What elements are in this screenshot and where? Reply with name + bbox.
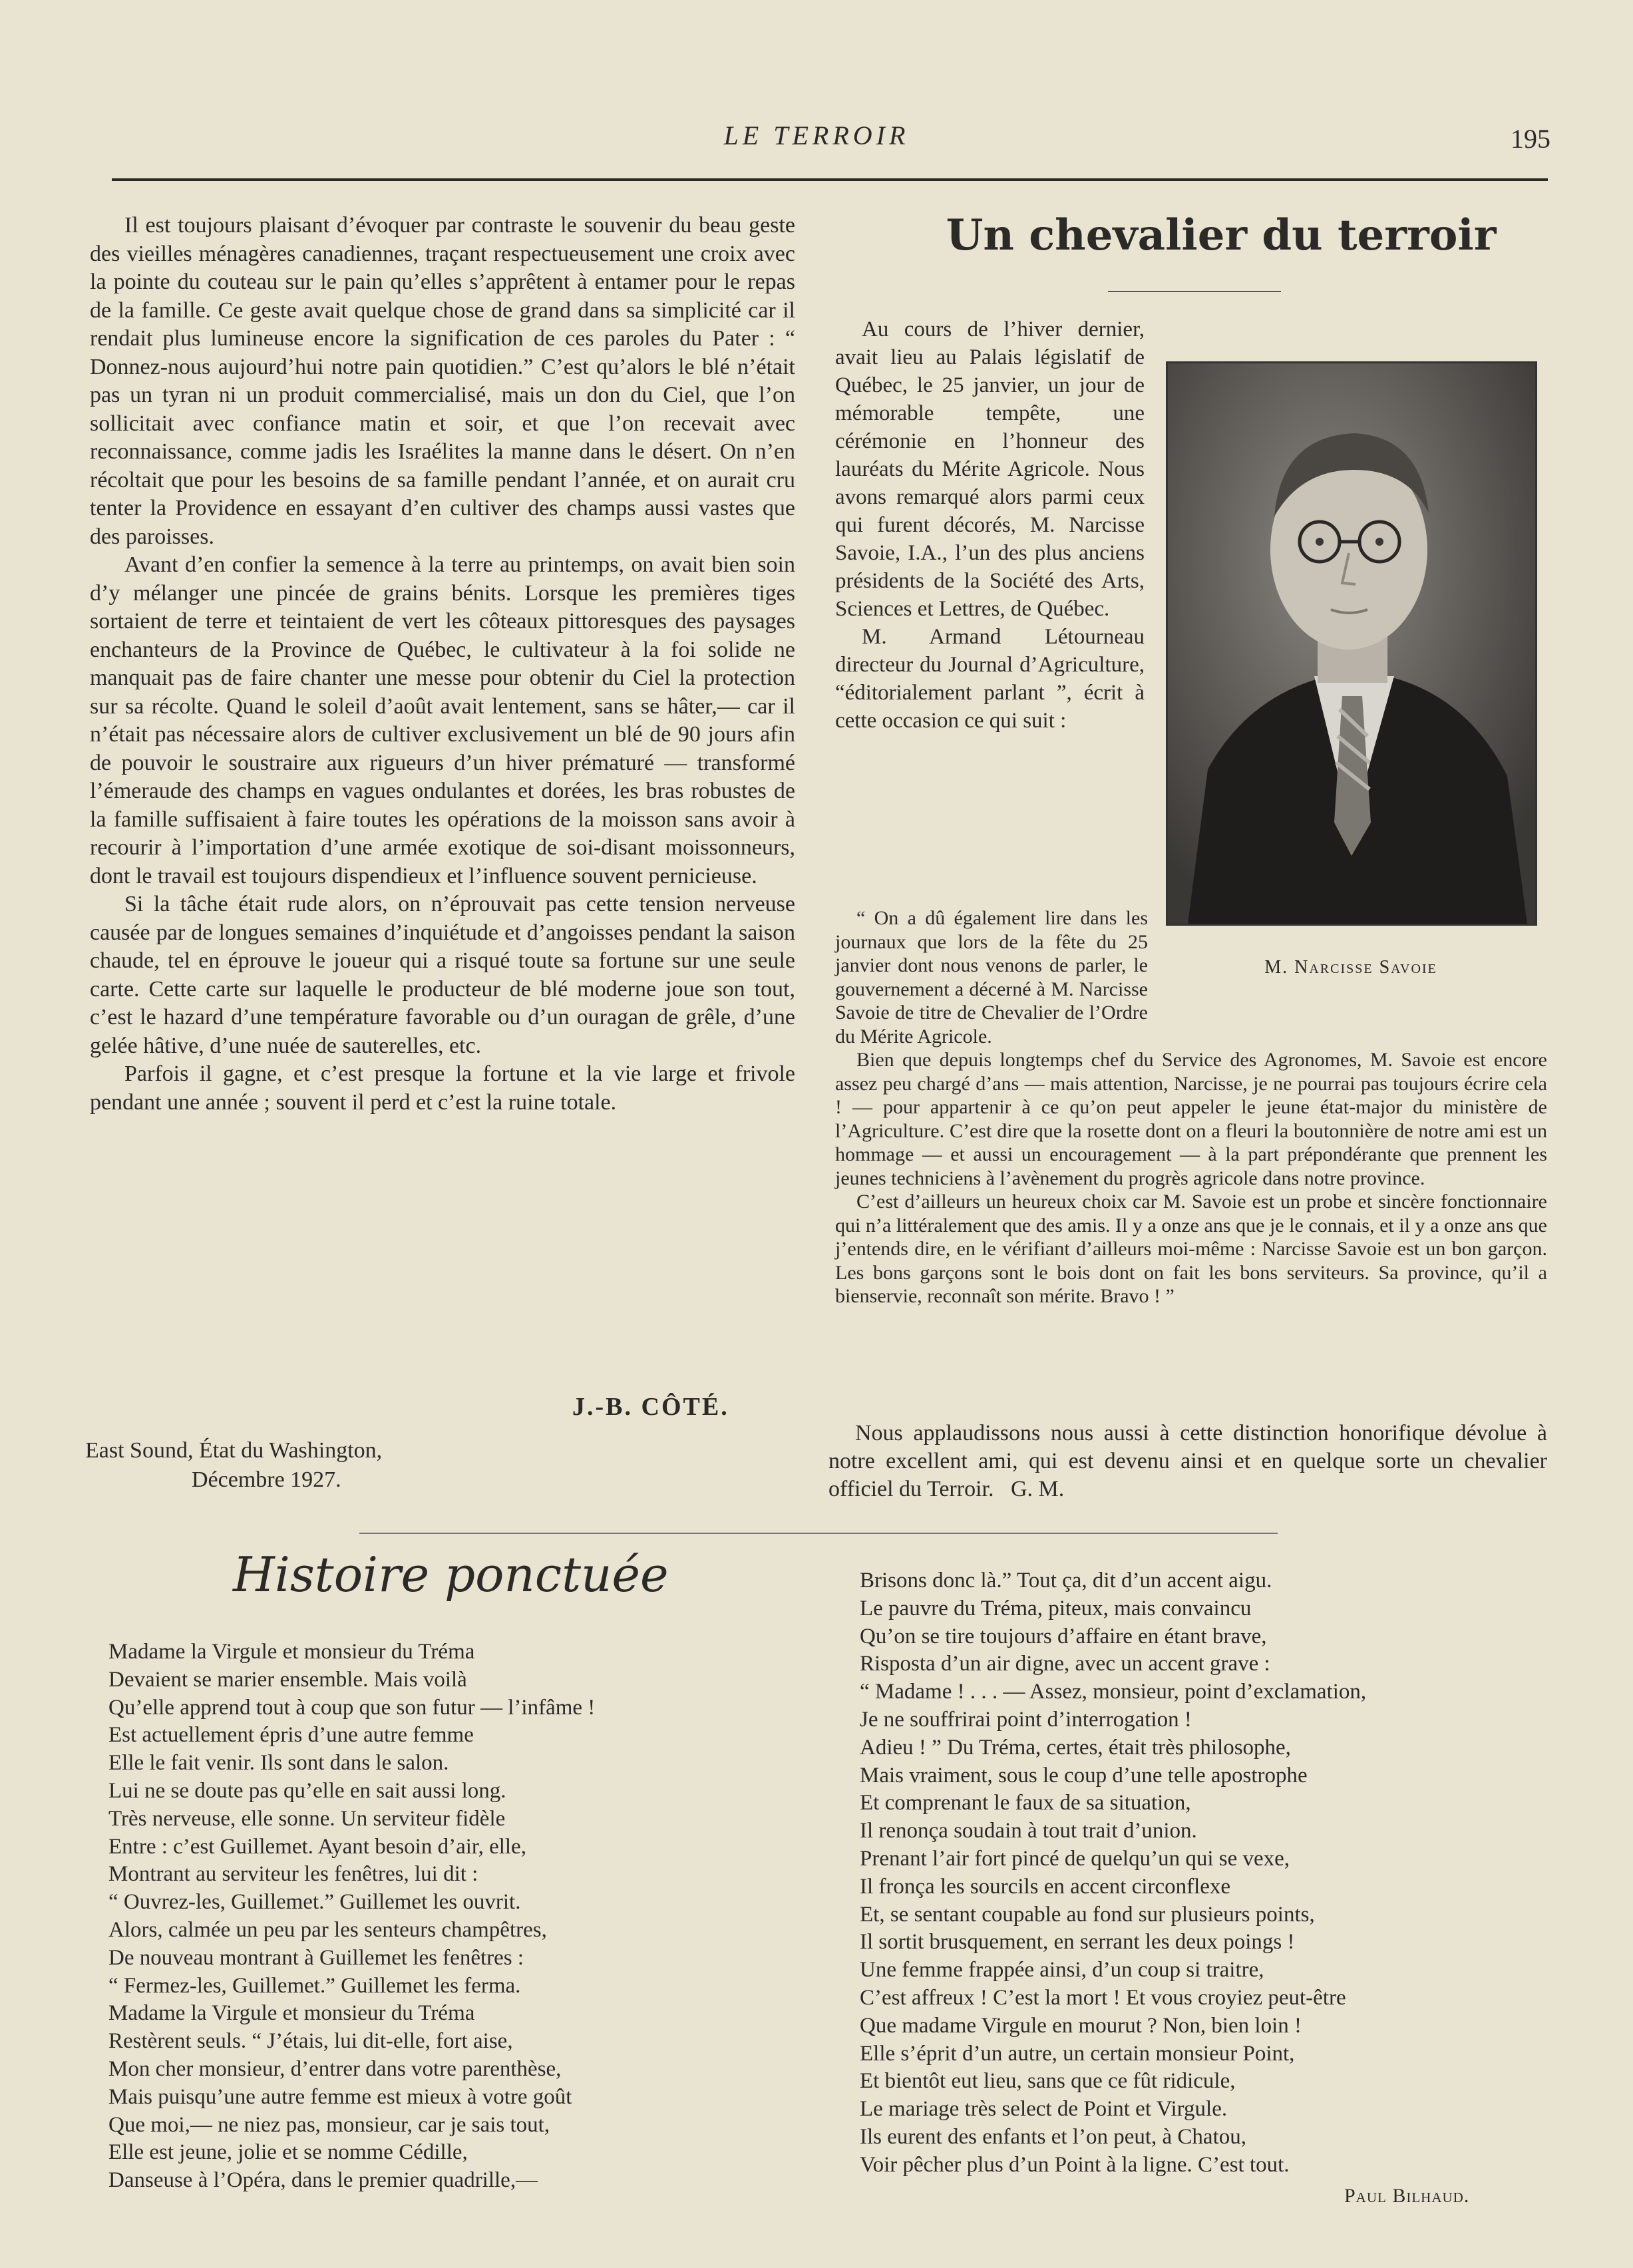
closing-text: Nous applaudissons nous aussi à cette distinction honorifique dévolue à notre excellent ami, qui est devenu ainsi et en quelque sorte un chevalier officiel du Terroir. (828, 1421, 1547, 1501)
poem-line: “ Ouvrez-les, Guillemet.” Guillemet les ouvrit. (108, 1890, 521, 1915)
poem-signature: Paul Bilhaud. (1344, 2185, 1470, 2207)
poem-line: Elle est jeune, jolie et se nomme Cédille, (108, 2140, 468, 2165)
left-paragraph: Avant d’en confier la semence à la terre au printemps, on avait bien soin d’y mélanger une pincée de grains bénits. Lorsque les premières tiges sortaient de terre et teintaient de vert les côteaux pittoresques des paysages enchanteurs de la Province de Québec, le cultivateur à la foi solide ne manquait pas de faire chanter une messe pour obtenir du Ciel la protection sur sa récolte. Quand le soleil d’août avait lentement, sans se hâter,— car il n’était pas nécessaire alors de cultiver exclusivement un blé de 90 jours afin de pouvoir le soustraire aux rigueurs d’un hiver prématuré — transformé l’émeraude des champs en vagues ondulantes et dorées, les bras robustes de la famille suffisaient à faire toutes les opérations de la moisson sans avoir à recourir à l’importation d’une armée exotique de soi-disant moissonneurs, dont le travail est toujours dispendieux et l’influence souvent pernicieuse. (90, 552, 795, 888)
poem-line: Est actuellement épris d’une autre femme (108, 1723, 474, 1748)
poem-line: Ils eurent des enfants et l’on peut, à Chatou, (860, 2124, 1246, 2149)
poem-line: Il renonça soudain à tout trait d’union. (860, 1819, 1197, 1843)
poem-line: Alors, calmée un peu par les senteurs champêtres, (108, 1917, 547, 1942)
poem-line: Montrant au serviteur les fenêtres, lui dit : (108, 1862, 478, 1887)
poem-line: “ Fermez-les, Guillemet.” Guillemet les ferma. (108, 1973, 521, 1998)
quoted-editorial (835, 906, 1547, 1308)
poem-line: Qu’elle apprend tout à coup que son futur — l’infâme ! (108, 1695, 596, 1720)
quote-paragraph: “ On a dû également lire dans les journaux que lors de la fête du 25 janvier dont nous venons de parler, le gouvernement a décerné à M. Narcisse Savoie de titre de Chevalier de l’Ordre du Mérite Agricole. (835, 907, 1148, 1047)
poem-line: Le mariage très select de Point et Virgule. (860, 2097, 1228, 2122)
poem-line: Brisons donc là.” Tout ça, dit d’un accent aigu. (860, 1569, 1272, 1593)
poem-line: Et, se sentant coupable au fond sur plusieurs points, (860, 1902, 1315, 1927)
poem-line: Lui ne se doute pas qu’elle en sait aussi long. (108, 1778, 506, 1803)
running-header-title: LE TERROIR (723, 120, 910, 150)
poem-line: Mon cher monsieur, d’entrer dans votre parenthèse, (108, 2056, 562, 2081)
poem-line: Que madame Virgule en mourut ? Non, bien loin ! (860, 2013, 1302, 2038)
poem-line: De nouveau montrant à Guillemet les fenêtres : (108, 1945, 524, 1970)
poem-line: Et bientôt eut lieu, sans que ce fût ridicule, (860, 2069, 1236, 2094)
poem-line: Restèrent seuls. “ J’étais, lui dit-elle, fort aise, (108, 2029, 513, 2054)
poem-line: Danseuse à l’Opéra, dans le premier quadrille,— (108, 2168, 538, 2193)
portrait-photo (1166, 361, 1537, 926)
left-paragraph: Si la tâche était rude alors, on n’éprouvait pas cette tension nerveuse causée par de longues semaines d’inquiétude et d’angoisses pendant la saison chaude, tel en éprouve le joueur qui a risqué toute sa fortune sur une seule carte. Cette carte sur laquelle le producteur de blé moderne joue son tout, c’est le hazard d’une température favorable ou d’un ouragan de grêle, d’une gelée hâtive, d’une nuée de sauterelles, etc. (90, 892, 795, 1058)
poem-line: C’est affreux ! C’est la mort ! Et vous croyiez peut-être (860, 1985, 1346, 2010)
left-article (90, 212, 795, 1117)
right-article-intro (835, 315, 1145, 735)
right-article-title: Un chevalier du terroir (946, 210, 1497, 260)
header-rule (112, 178, 1548, 181)
poem-line: Voir pêcher plus d’un Point à la ligne. C’est tout. (860, 2152, 1290, 2177)
poem-line: Mais puisqu’une autre femme est mieux à votre goût (108, 2084, 572, 2109)
closing-paragraph (828, 1419, 1547, 1503)
poem-title: Histoire ponctuée (233, 1547, 669, 1603)
page-number: 195 (1511, 124, 1550, 154)
poem-line: Il fronça les sourcils en accent circonflexe (860, 1874, 1231, 1899)
poem-line: Madame la Virgule et monsieur du Tréma (108, 2001, 475, 2026)
quote-paragraph: Bien que depuis longtemps chef du Service des Agronomes, M. Savoie est encore assez peu chargé d’ans — mais attention, Narcisse, je ne pourrai pas toujours écrire cela ! — pour appartenir à ce qu’on peut appeler le jeune état-major du ministère de l’Agriculture. C’est dire que la rosette dont on a fleuri la boutonnière de notre ami est un hommage — et aussi un encouragement — à la part prépondérante que prennent les jeunes techniciens à l’avènement du progrès agricole dans notre province. (835, 1049, 1547, 1189)
poem-line: Le pauvre du Tréma, piteux, mais convaincu (860, 1596, 1252, 1620)
intro-paragraph: M. Armand Létourneau directeur du Journal d’Agriculture, “éditorialement parlant ”, écrit à cette occasion ce qui suit : (835, 625, 1145, 733)
closing-signature: G. M. (1010, 1477, 1065, 1501)
dateline-date: Décembre 1927. (192, 1467, 341, 1492)
photo-caption: M. Narcisse Savoie (1264, 957, 1437, 978)
poem-line: Devaient se marier ensemble. Mais voilà (108, 1667, 467, 1692)
poem-right-column (860, 1567, 1366, 2179)
left-paragraph: Parfois il gagne, et c’est presque la fortune et la vie large et frivole pendant une année ; souvent il perd et c’est la ruine totale. (90, 1061, 795, 1115)
section-divider (359, 1533, 1278, 1534)
poem-line: Que moi,— ne niez pas, monsieur, car je sais tout, (108, 2112, 550, 2137)
left-article-signature: J.-B. CÔTÉ. (572, 1393, 729, 1421)
poem-line: Elle le fait venir. Ils sont dans le salon. (108, 1751, 449, 1776)
poem-line: Très nerveuse, elle sonne. Un serviteur fidèle (108, 1806, 506, 1831)
poem-line: Je ne souffrirai point d’interrogation ! (860, 1707, 1192, 1732)
poem-line: Prenant l’air fort pincé de quelqu’un qui se vexe, (860, 1846, 1290, 1871)
left-paragraph: Il est toujours plaisant d’évoquer par contraste le souvenir du beau geste des vieilles ménagères canadiennes, traçant respectueusement une croix avec la pointe du couteau sur le pain qu’elles s’apprêtent à entamer pour le repas de la famille. Ce geste avait quelque chose de grand dans sa simplicité car il rendait plus lumineuse encore la signification de ces paroles du Pater : “ Donnez-nous aujourd’hui notre pain quotidien.” C’est qu’alors le blé n’était pas un tyran ni un produit commercialisé, mais un don du Ciel, que l’on sollicitait avec confiance matin et soir, et que l’on recevait avec reconnaissance, comme jadis les Israélites la manne dans le désert. On n’en récoltait que pour les besoins de sa famille pendant l’année, et on aurait cru tenter la Providence en essayant d’en cultiver des champs aussi vastes que des paroisses. (90, 213, 795, 549)
poem-line: “ Madame ! . . . — Assez, monsieur, point d’exclamation, (860, 1680, 1367, 1704)
poem-line: Mais vraiment, sous le coup d’une telle apostrophe (860, 1763, 1308, 1788)
poem-line: Il sortit brusquement, en serrant les deux poings ! (860, 1930, 1295, 1955)
poem-line: Adieu ! ” Du Tréma, certes, était très philosophe, (860, 1735, 1291, 1760)
title-rule (1108, 291, 1281, 292)
quote-paragraph: C’est d’ailleurs un heureux choix car M. Savoie est un probe et sincère fonctionnaire qui n’a littéralement que des amis. Il y a onze ans que je le connais, et il y a onze ans que j’entends dire, en le vérifiant d’ailleurs moi-même : Narcisse Savoie est un bon garçon. Les bons garçons sont le bois dont on fait les bons serviteurs. Sa province, qu’il a bienservie, reconnaît son mérite. Bravo ! ” (835, 1191, 1547, 1307)
poem-left-column (108, 1638, 595, 2195)
poem-line: Madame la Virgule et monsieur du Tréma (108, 1640, 475, 1664)
intro-paragraph: Au cours de l’hiver dernier, avait lieu au Palais législatif de Québec, le 25 janvier, un jour de mémorable tempête, une cérémonie en l’honneur des lauréats du Mérite Agricole. Nous avons remarqué alors parmi ceux qui furent décorés, M. Narcisse Savoie, I.A., l’un des plus anciens présidents de la Société des Arts, Sciences et Lettres, de Québec. (835, 317, 1145, 621)
poem-line: Qu’on se tire toujours d’affaire en étant brave, (860, 1624, 1267, 1648)
poem-line: Risposta d’un air digne, avec un accent grave : (860, 1652, 1270, 1676)
poem-line: Une femme frappée ainsi, d’un coup si traitre, (860, 1958, 1264, 1983)
portrait-illustration (1168, 363, 1535, 924)
poem-line: Elle s’éprit d’un autre, un certain monsieur Point, (860, 2041, 1295, 2066)
dateline-place: East Sound, État du Washington, (85, 1438, 383, 1463)
left-article-dateline (85, 1436, 382, 1495)
poem-line: Et comprenant le faux de sa situation, (860, 1791, 1191, 1815)
poem-line: Entre : c’est Guillemet. Ayant besoin d’air, elle, (108, 1834, 526, 1859)
